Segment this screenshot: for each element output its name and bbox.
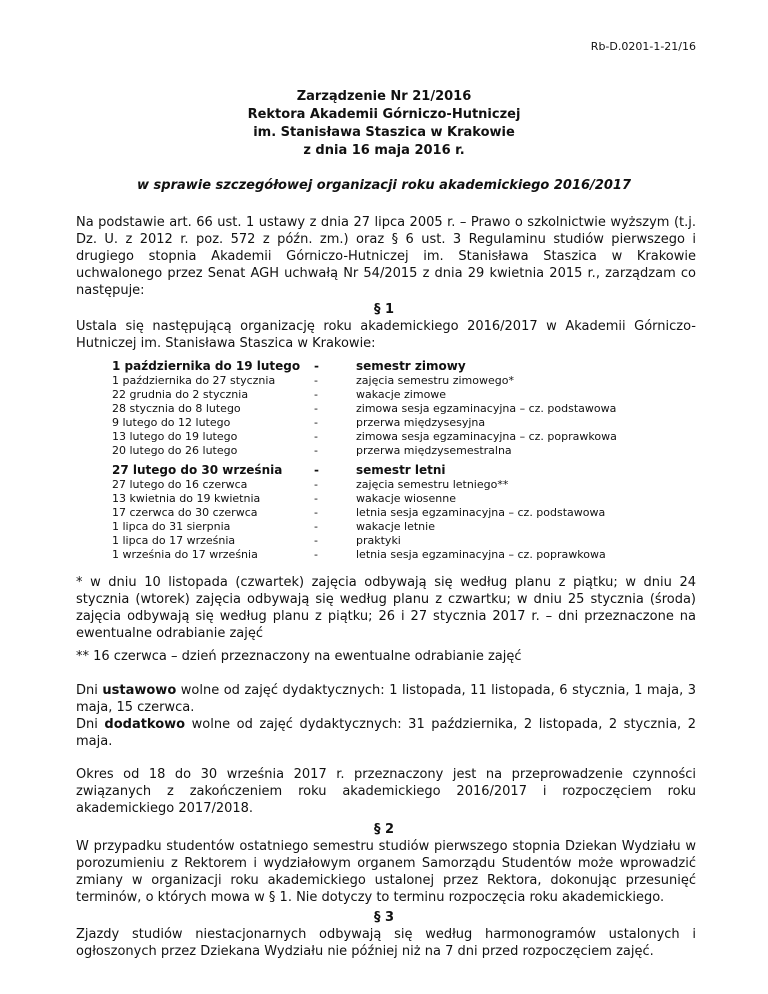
footnote-1-text: * w dniu 10 listopada (czwartek) zajęcia odbywają się według planu z piątku; w dniu 24 stycznia (wtorek) zajęcia odbywają się według planu z czwartku; w dniu 25 stycznia (środa) zajęcia odbywają się według planu z piątku; 26 i 27 stycznia 2017 r. – dni przeznaczone na ewentualne odrabianie zajęć	[76, 575, 696, 641]
schedule-dates: 1 października do 27 stycznia	[112, 374, 276, 387]
schedule-dash: -	[314, 478, 318, 491]
footnote-1	[76, 574, 696, 642]
summer-semester-schedule	[112, 462, 672, 562]
schedule-desc: przerwa międzysesyjna	[356, 416, 486, 429]
schedule-dash: -	[314, 548, 318, 561]
schedule-row	[112, 548, 672, 562]
schedule-desc: przerwa międzysemestralna	[356, 444, 512, 457]
schedule-dash: -	[314, 416, 318, 429]
document-reference: Rb-D.0201-1-21/16	[590, 40, 696, 53]
schedule-desc: zimowa sesja egzaminacyjna – cz. podstawowa	[356, 402, 617, 415]
schedule-row	[112, 416, 672, 430]
schedule-dash: -	[314, 463, 319, 477]
schedule-row	[112, 402, 672, 416]
text-run: Dni	[76, 717, 105, 732]
schedule-row	[112, 374, 672, 388]
intro-paragraph	[76, 214, 696, 299]
title-line: Rektora Akademii Górniczo-Hutniczej	[247, 107, 521, 122]
schedule-row	[112, 506, 672, 520]
schedule-dash: -	[314, 534, 318, 547]
document-title	[0, 88, 768, 160]
schedule-desc: wakacje wiosenne	[356, 492, 457, 505]
section-1-heading: § 1	[373, 302, 395, 317]
schedule-row	[112, 430, 672, 444]
schedule-desc: letnia sesja egzaminacyjna – cz. poprawkowa	[356, 548, 606, 561]
schedule-dash: -	[314, 430, 318, 443]
title-line: Zarządzenie Nr 21/2016	[296, 89, 472, 104]
schedule-dates: 27 lutego do 30 września	[112, 463, 283, 477]
schedule-desc: zajęcia semestru letniego**	[356, 478, 509, 491]
schedule-dates: 1 września do 17 września	[112, 548, 258, 561]
emphasis-word: ustawowo	[102, 683, 177, 698]
schedule-header-row	[112, 358, 672, 374]
schedule-dash: -	[314, 520, 318, 533]
footnote-2	[76, 648, 696, 665]
section-2-text: W przypadku studentów ostatniego semestru studiów pierwszego stopnia Dziekan Wydziału w porozumieniu z Rektorem i wydziałowym organem Samorządu Studentów może wprowadzić zmiany w organizacji roku akademickiego ustalonej przez Rektora, dokonując przesunięć terminów, o których mowa w § 1. Nie dotyczy to terminu rozpoczęcia roku akademickiego.	[76, 839, 696, 905]
schedule-row	[112, 534, 672, 548]
section-1-text: Ustala się następującą organizację roku akademickiego 2016/2017 w Akademii Górniczo-Hutniczej im. Stanisława Staszica w Krakowie:	[76, 319, 696, 351]
schedule-desc: semestr zimowy	[356, 359, 466, 373]
schedule-desc: wakacje zimowe	[356, 388, 447, 401]
schedule-dates: 13 lutego do 19 lutego	[112, 430, 238, 443]
intro-text: Na podstawie art. 66 ust. 1 ustawy z dnia 27 lipca 2005 r. – Prawo o szkolnictwie wyższym (t.j. Dz. U. z 2012 r. poz. 572 z późn. zm.) oraz § 6 ust. 3 Regulaminu studiów pierwszego i drugiego stopnia Akademii Górniczo-Hutniczej im. Stanisława Staszica w Krakowie uchwalonego przez Senat AGH uchwałą Nr 54/2015 z dnia 29 kwietnia 2015 r., zarządzam co następuje:	[76, 215, 696, 298]
section-2-paragraph	[76, 838, 696, 906]
schedule-row	[112, 388, 672, 402]
schedule-dates: 1 lipca do 31 sierpnia	[112, 520, 231, 533]
schedule-desc: semestr letni	[356, 463, 446, 477]
section-1-paragraph	[76, 318, 696, 352]
holidays-paragraph	[76, 682, 696, 750]
footnote-2-text: ** 16 czerwca – dzień przeznaczony na ewentualne odrabianie zajęć	[76, 649, 522, 664]
schedule-desc: wakacje letnie	[356, 520, 435, 533]
schedule-dates: 1 października do 19 lutego	[112, 359, 301, 373]
schedule-row	[112, 492, 672, 506]
section-3-paragraph	[76, 926, 696, 960]
emphasis-word: dodatkowo	[104, 717, 186, 732]
schedule-dash: -	[314, 444, 318, 457]
document-subject: w sprawie szczegółowej organizacji roku akademickiego 2016/2017	[136, 178, 631, 193]
schedule-dates: 13 kwietnia do 19 kwietnia	[112, 492, 261, 505]
additional-holidays	[76, 716, 696, 750]
schedule-dash: -	[314, 374, 318, 387]
schedule-desc: zimowa sesja egzaminacyjna – cz. poprawkowa	[356, 430, 617, 443]
schedule-dates: 9 lutego do 12 lutego	[112, 416, 231, 429]
schedule-dates: 28 stycznia do 8 lutego	[112, 402, 241, 415]
title-line: im. Stanisława Staszica w Krakowie	[253, 125, 515, 140]
schedule-dash: -	[314, 388, 318, 401]
schedule-desc: letnia sesja egzaminacyjna – cz. podstawowa	[356, 506, 606, 519]
section-3-text: Zjazdy studiów niestacjonarnych odbywają się według harmonogramów ustalonych i ogłoszonych przez Dziekana Wydziału nie później niż na 7 dni przed rozpoczęciem zajęć.	[76, 927, 696, 959]
period-text: Okres od 18 do 30 września 2017 r. przeznaczony jest na przeprowadzenie czynności związanych z zakończeniem roku akademickiego 2016/2017 i rozpoczęciem roku akademickiego 2017/2018.	[76, 767, 696, 816]
title-line: z dnia 16 maja 2016 r.	[303, 143, 465, 158]
schedule-row	[112, 478, 672, 492]
schedule-row	[112, 444, 672, 458]
text-run: wolne od zajęć dydaktycznych: 1 listopada, 11 listopada, 6 stycznia, 1 maja, 3 maja, 15 czerwca.	[76, 683, 697, 715]
text-run: wolne od zajęć dydaktycznych: 31 października, 2 listopada, 2 stycznia, 2 maja.	[76, 717, 696, 749]
statutory-holidays	[76, 682, 696, 716]
period-paragraph	[76, 766, 696, 817]
winter-semester-schedule	[112, 358, 672, 458]
schedule-dash: -	[314, 402, 318, 415]
schedule-header-row	[112, 462, 672, 478]
section-2-heading: § 2	[373, 822, 395, 837]
schedule-dates: 20 lutego do 26 lutego	[112, 444, 238, 457]
schedule-row	[112, 520, 672, 534]
section-3-heading: § 3	[373, 910, 395, 925]
schedule-dash: -	[314, 359, 319, 373]
schedule-dash: -	[314, 506, 318, 519]
schedule-dash: -	[314, 492, 318, 505]
schedule-dates: 1 lipca do 17 września	[112, 534, 236, 547]
text-run: Dni	[76, 683, 103, 698]
schedule-dates: 27 lutego do 16 czerwca	[112, 478, 248, 491]
schedule-dates: 22 grudnia do 2 stycznia	[112, 388, 249, 401]
schedule-desc: praktyki	[356, 534, 401, 547]
schedule-dates: 17 czerwca do 30 czerwca	[112, 506, 258, 519]
schedule-desc: zajęcia semestru zimowego*	[356, 374, 514, 387]
